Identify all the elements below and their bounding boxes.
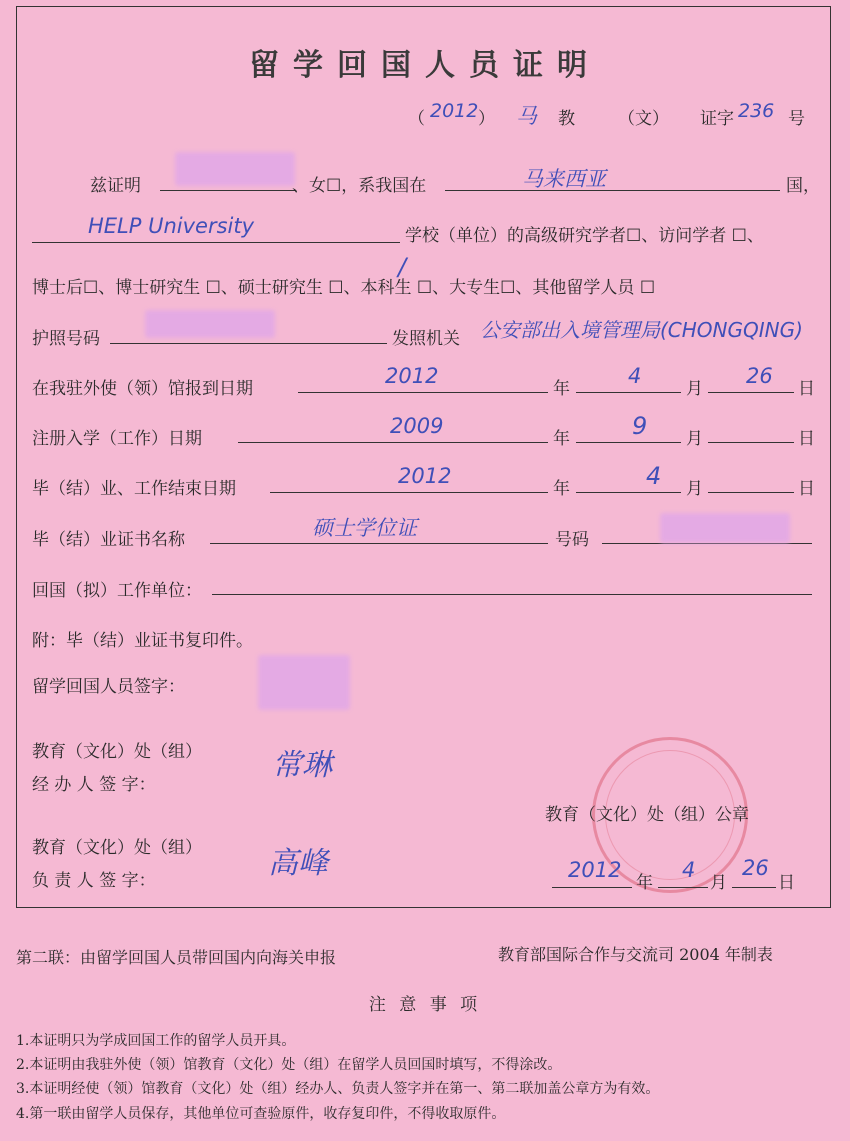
cert-hao: 号 (788, 109, 805, 129)
grad-year: 2012 (398, 464, 452, 488)
certificate-value: 硕士学位证 (312, 516, 417, 540)
cert-jiao: 教 (558, 109, 575, 129)
responsible-line1: 教育（文化）处（组） (32, 838, 202, 858)
grad-date-label: 毕（结）业、工作结束日期 (32, 479, 236, 499)
cert-close-paren: ） (478, 109, 495, 129)
cert-number: 236 (738, 100, 775, 122)
report-date-label: 在我驻外使（领）馆报到日期 (32, 379, 253, 399)
note-item: 1.本证明只为学成回国工作的留学人员开具。 (16, 1033, 296, 1049)
enroll-year: 2009 (390, 414, 444, 438)
cert-zhengzi: 证字 (700, 109, 734, 129)
school-value: HELP University (88, 214, 255, 238)
note-item: 2.本证明由我驻外使（领）馆教育（文化）处（组）在留学人员回国时填写，不得涂改。 (16, 1057, 562, 1073)
work-unit-label: 回国（拟）工作单位： (32, 581, 202, 601)
seal-year: 2012 (568, 858, 622, 882)
notes-heading: 注 意 事 项 (368, 995, 482, 1015)
attachment-label: 附：毕（结）业证书复印件。 (32, 631, 253, 651)
country-suffix: 国， (786, 176, 820, 196)
grad-month: 4 (646, 462, 662, 490)
note-item: 3.本证明经使（领）馆教育（文化）处（组）经办人、负责人签字并在第一、第二联加盖公章方为有效。 (16, 1081, 660, 1097)
seal-day: 26 (742, 856, 769, 880)
report-month: 4 (628, 364, 642, 388)
handler-line1: 教育（文化）处（组） (32, 742, 202, 762)
seal-label: 教育（文化）处（组）公章 (545, 805, 749, 825)
masters-check-mark: / (398, 253, 407, 281)
page-title: 留学回国人员证明 (249, 48, 601, 83)
certificate-label: 毕（结）业证书名称 (32, 530, 185, 550)
gender-text: 、女☐，系我国在 (292, 176, 427, 196)
form-maker: 教育部国际合作与交流司 2004 年制表 (498, 945, 773, 964)
cert-wen: （文） (618, 109, 669, 129)
returnee-sign-label: 留学回国人员签字： (32, 677, 185, 697)
responsible-line2: 负 责 人 签 字： (32, 871, 156, 891)
responsible-signature: 高峰 (268, 846, 328, 881)
handler-signature: 常琳 (272, 748, 332, 783)
certify-prefix: 兹证明 (90, 176, 141, 196)
redacted-returnee-signature (258, 655, 350, 710)
issuer-label: 发照机关 (392, 329, 460, 349)
scholar-type-text: 学校（单位）的高级研究学者☐、访问学者 ☐、 (405, 226, 764, 246)
country-value: 马来西亚 (522, 167, 606, 191)
cert-year: 2012 (430, 100, 479, 122)
enroll-date-label: 注册入学（工作）日期 (32, 429, 202, 449)
redacted-passport (145, 310, 275, 338)
report-day: 26 (746, 364, 773, 388)
copy-designation: 第二联：由留学回国人员带回国内向海关申报 (16, 948, 337, 967)
degree-type-text: 博士后☐、博士研究生 ☐、硕士研究生 ☐、本科生 ☐、大专生☐、其他留学人员 ☐ (32, 278, 656, 298)
certificate-no-label: 号码 (555, 530, 589, 550)
enroll-month: 9 (632, 412, 648, 440)
report-year: 2012 (385, 364, 439, 388)
note-item: 4.第一联由留学人员保存，其他单位可查验原件，收存复印件，不得收取原件。 (16, 1106, 506, 1122)
cert-open-paren: （ (408, 109, 425, 129)
seal-month: 4 (682, 858, 696, 882)
cert-country-abbr: 马 (516, 104, 537, 128)
handler-line2: 经 办 人 签 字： (32, 775, 156, 795)
passport-label: 护照号码 (32, 329, 100, 349)
redacted-certificate-no (660, 513, 790, 543)
issuer-value: 公安部出入境管理局(CHONGQING) (480, 318, 803, 342)
redacted-name (175, 152, 295, 186)
